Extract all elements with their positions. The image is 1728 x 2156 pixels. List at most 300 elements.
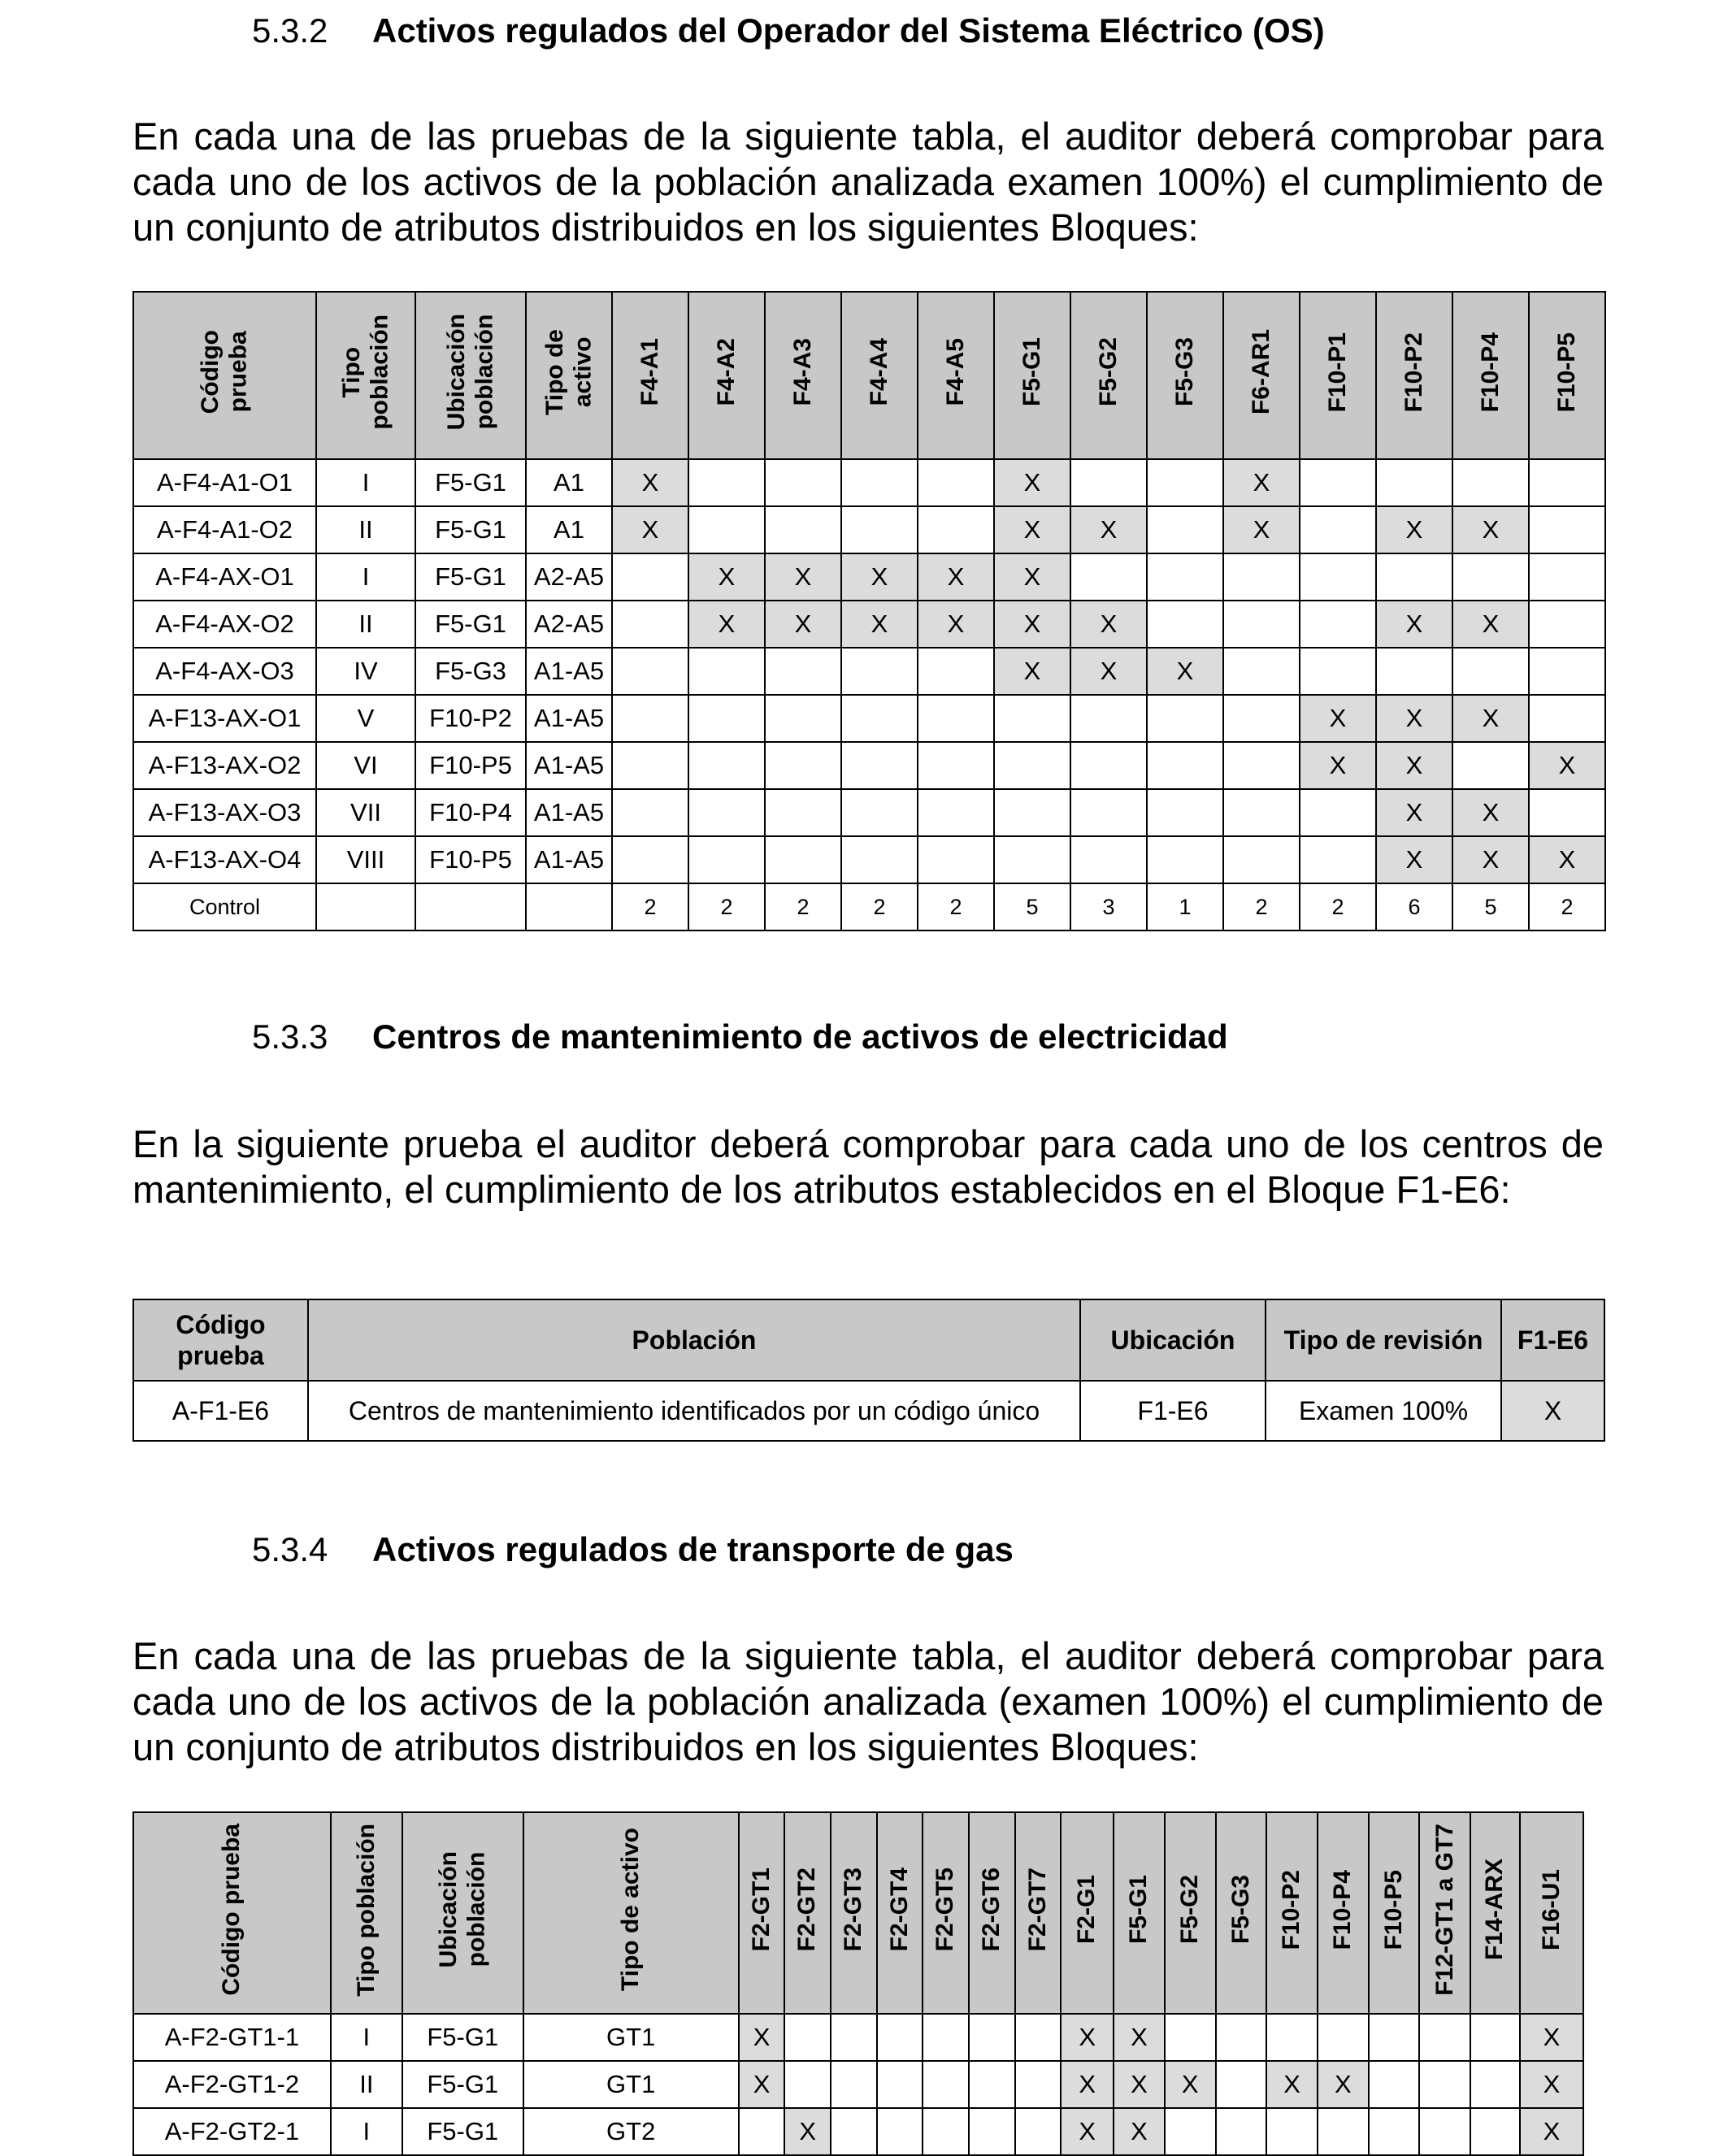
cell-text: X <box>1405 798 1423 826</box>
table-cell <box>316 695 415 742</box>
table-row <box>133 789 1605 836</box>
column-header-label: F14-ARX <box>1481 1859 1509 1961</box>
column-header <box>1369 1812 1420 2014</box>
check-cell <box>841 695 918 742</box>
table-cell: II <box>331 2061 402 2108</box>
check-cell <box>841 648 918 695</box>
column-header <box>969 1812 1015 2014</box>
cell-text: X <box>1482 845 1500 874</box>
check-cell <box>688 695 765 742</box>
cell-text <box>1530 466 1604 499</box>
cell-text <box>613 844 688 876</box>
cell-text <box>1377 655 1452 688</box>
table-row <box>133 836 1605 883</box>
cell-text <box>1224 796 1299 829</box>
column-header-label: F5-G3 <box>1170 337 1198 407</box>
column-header <box>1061 1812 1114 2014</box>
table-cell <box>415 836 526 883</box>
check-cell <box>1015 2014 1062 2061</box>
cell-text <box>1224 844 1299 876</box>
cell-text <box>1300 466 1375 499</box>
check-cell <box>1300 742 1376 789</box>
check-cell <box>1070 506 1147 553</box>
cell-text: A-F4-AX-O2 <box>155 609 294 638</box>
table-cell <box>526 789 612 836</box>
control-count: 2 <box>688 883 765 931</box>
table-cell <box>526 553 612 601</box>
cell-text: A1-A5 <box>533 798 605 826</box>
column-header: Tipo de revisión <box>1266 1299 1501 1381</box>
check-cell <box>1452 506 1529 553</box>
cell-text: A-F13-AX-O3 <box>148 798 302 826</box>
control-count <box>316 883 415 931</box>
table-cell: X <box>1501 1381 1604 1441</box>
column-header-label: F2-GT2 <box>793 1868 821 1952</box>
column-header <box>1452 292 1529 459</box>
table-cell <box>526 648 612 695</box>
test-code-cell <box>133 742 316 789</box>
cell-text: X <box>1558 751 1576 779</box>
column-header-label: F2-GT1 <box>747 1868 775 1952</box>
check-cell <box>1376 648 1452 695</box>
check-cell <box>1147 553 1223 601</box>
check-cell <box>994 789 1070 836</box>
cell-text: A1-A5 <box>533 845 605 874</box>
control-count: 5 <box>1452 883 1529 931</box>
column-header <box>1015 1812 1062 2014</box>
table-cell: GT1 <box>523 2061 739 2108</box>
column-header-label: F10-P4 <box>1476 332 1504 413</box>
column-header <box>765 292 841 459</box>
column-header: Ubicación <box>1080 1299 1266 1381</box>
check-cell: X <box>1114 2108 1165 2155</box>
table-cell: F5-G1 <box>402 2061 523 2108</box>
control-count: 3 <box>1070 883 1147 931</box>
cell-text <box>1530 702 1604 735</box>
check-cell: X <box>1318 2061 1369 2108</box>
check-cell <box>1266 2014 1318 2061</box>
table-cell <box>316 553 415 601</box>
cell-text <box>918 702 993 735</box>
check-cell <box>841 459 918 506</box>
cell-text <box>766 749 840 782</box>
test-code-cell <box>133 648 316 695</box>
check-cell <box>765 459 841 506</box>
check-cell <box>688 506 765 553</box>
check-cell <box>784 2061 831 2108</box>
control-label: Control <box>133 883 316 931</box>
cell-text <box>766 702 840 735</box>
cell-text: F10-P5 <box>429 845 512 874</box>
column-header <box>1376 292 1452 459</box>
column-header-label: F10-P5 <box>1379 1869 1407 1950</box>
cell-text <box>918 655 993 688</box>
cell-text: X <box>1329 751 1347 779</box>
check-cell <box>1529 742 1605 789</box>
control-count: 2 <box>1223 883 1300 931</box>
cell-text: F5-G3 <box>435 657 506 685</box>
check-cell: X <box>1165 2061 1216 2108</box>
cell-text <box>1300 796 1375 829</box>
cell-text <box>689 514 764 546</box>
check-cell <box>1300 459 1376 506</box>
column-header <box>1470 1812 1520 2014</box>
column-header-label: F2-GT5 <box>931 1868 959 1952</box>
check-cell: X <box>1520 2061 1583 2108</box>
check-cell <box>1266 2108 1318 2155</box>
cell-text: X <box>794 562 812 591</box>
check-cell <box>1376 742 1452 789</box>
column-header <box>612 292 688 459</box>
check-cell <box>918 789 994 836</box>
table-cell <box>415 742 526 789</box>
check-cell <box>1452 648 1529 695</box>
check-cell <box>688 648 765 695</box>
cell-text: X <box>718 562 736 591</box>
cell-text: F10-P5 <box>429 751 512 779</box>
column-header <box>1419 1812 1470 2014</box>
check-cell <box>1300 601 1376 648</box>
check-cell <box>1529 836 1605 883</box>
cell-text: VI <box>354 751 378 779</box>
cell-text <box>1453 749 1528 782</box>
cell-text <box>689 466 764 499</box>
cell-text <box>1453 655 1528 688</box>
column-header-label: F16-U1 <box>1537 1868 1565 1951</box>
control-count: 5 <box>994 883 1070 931</box>
cell-text: X <box>871 562 888 591</box>
column-header-label: F5-G1 <box>1125 1875 1153 1945</box>
column-header <box>739 1812 785 2014</box>
cell-text <box>1071 749 1146 782</box>
column-header-label: F10-P5 <box>1552 332 1580 413</box>
check-cell <box>877 2061 923 2108</box>
check-cell <box>841 553 918 601</box>
check-cell <box>831 2108 877 2155</box>
check-cell <box>994 459 1070 506</box>
table-cell: A-F1-E6 <box>133 1381 308 1441</box>
column-header-label: F10-P1 <box>1323 332 1351 413</box>
check-cell <box>612 789 688 836</box>
cell-text: A1-A5 <box>533 657 605 685</box>
cell-text: F5-G1 <box>435 468 506 497</box>
column-header-label: F2-GT3 <box>840 1868 867 1952</box>
column-header-label: F10-P4 <box>1329 1869 1357 1950</box>
check-cell <box>841 601 918 648</box>
check-cell <box>994 506 1070 553</box>
check-cell <box>1376 601 1452 648</box>
check-cell: X <box>1114 2061 1165 2108</box>
column-header: F1-E6 <box>1501 1299 1604 1381</box>
cell-text: VIII <box>346 845 385 874</box>
check-cell <box>1452 601 1529 648</box>
cell-text <box>766 466 840 499</box>
check-cell: X <box>784 2108 831 2155</box>
check-cell <box>1300 648 1376 695</box>
cell-text: I <box>362 468 370 497</box>
table-row <box>133 459 1605 506</box>
check-cell <box>1452 459 1529 506</box>
table-cell: GT1 <box>523 2014 739 2061</box>
cell-text <box>1148 844 1222 876</box>
column-header <box>923 1812 969 2014</box>
check-cell <box>1376 789 1452 836</box>
check-cell <box>1452 553 1529 601</box>
check-cell <box>1070 648 1147 695</box>
check-cell <box>918 648 994 695</box>
check-cell <box>688 553 765 601</box>
test-code-cell <box>133 789 316 836</box>
check-cell <box>1369 2108 1420 2155</box>
table-cell <box>415 601 526 648</box>
cell-text <box>1530 561 1604 593</box>
check-cell <box>612 506 688 553</box>
column-header-label: Ubicación población <box>442 314 497 431</box>
column-header <box>316 292 415 459</box>
cell-text <box>842 514 917 546</box>
column-header-label: F5-G2 <box>1175 1875 1203 1945</box>
cell-text: A-F4-A1-O1 <box>156 468 293 497</box>
table-cell: Centros de mantenimiento identificados por un código único <box>308 1381 1080 1441</box>
table-cell: I <box>331 2108 402 2155</box>
check-cell <box>969 2014 1015 2061</box>
column-header-label: Código prueba <box>197 330 252 414</box>
test-code-cell <box>133 601 316 648</box>
column-header-label: F2-GT6 <box>978 1868 1005 1952</box>
table-cell: F1-E6 <box>1080 1381 1266 1441</box>
check-cell <box>1223 836 1300 883</box>
check-cell <box>1369 2061 1420 2108</box>
table-cell: I <box>331 2014 402 2061</box>
check-cell <box>1300 836 1376 883</box>
cell-text <box>1530 655 1604 688</box>
check-cell <box>1452 742 1529 789</box>
cell-text <box>1071 796 1146 829</box>
table-row <box>133 695 1605 742</box>
cell-text <box>1377 561 1452 593</box>
column-header <box>1114 1812 1165 2014</box>
section-number: 5.3.3 <box>252 1017 328 1056</box>
check-cell <box>831 2014 877 2061</box>
column-header <box>331 1812 402 2014</box>
cell-text <box>842 702 917 735</box>
table-cell <box>415 695 526 742</box>
cell-text: X <box>1405 845 1423 874</box>
cell-text: A-F4-AX-O1 <box>155 562 294 591</box>
column-header <box>1070 292 1147 459</box>
check-cell <box>994 553 1070 601</box>
check-cell <box>1223 789 1300 836</box>
cell-text <box>689 796 764 829</box>
column-header <box>1520 1812 1583 2014</box>
table-cell <box>316 836 415 883</box>
table-row <box>133 2061 1583 2108</box>
column-header-label: F2-GT4 <box>885 1868 913 1952</box>
check-cell <box>612 459 688 506</box>
column-header <box>523 1812 739 2014</box>
check-cell <box>1147 789 1223 836</box>
table-cell <box>526 459 612 506</box>
table-row <box>133 601 1605 648</box>
check-cell <box>612 648 688 695</box>
check-cell <box>1470 2108 1520 2155</box>
check-cell <box>1223 459 1300 506</box>
table-cell <box>415 506 526 553</box>
cell-text: X <box>1023 515 1041 544</box>
cell-text <box>613 608 688 640</box>
column-header <box>1216 1812 1267 2014</box>
check-cell <box>1223 601 1300 648</box>
check-cell <box>923 2108 969 2155</box>
cell-text: A-F13-AX-O2 <box>148 751 302 779</box>
check-cell <box>1300 553 1376 601</box>
section-title: Centros de mantenimiento de activos de electricidad <box>372 1017 1228 1056</box>
cell-text: X <box>1482 798 1500 826</box>
cell-text <box>1071 702 1146 735</box>
cell-text <box>1453 561 1528 593</box>
check-cell <box>1419 2014 1470 2061</box>
check-cell <box>1070 742 1147 789</box>
cell-text <box>842 466 917 499</box>
check-cell <box>1300 506 1376 553</box>
table-cell <box>526 742 612 789</box>
cell-text <box>766 796 840 829</box>
cell-text <box>613 702 688 735</box>
check-cell <box>1300 789 1376 836</box>
column-header-label: F4-A4 <box>865 338 892 406</box>
column-header <box>1529 292 1605 459</box>
table-row <box>133 2014 1583 2061</box>
cell-text: F5-G1 <box>435 562 506 591</box>
cell-text <box>995 844 1070 876</box>
cell-text <box>1148 514 1222 546</box>
check-cell <box>994 742 1070 789</box>
check-cell <box>1147 648 1223 695</box>
control-count: 6 <box>1376 883 1452 931</box>
table-cell <box>526 601 612 648</box>
check-cell <box>765 553 841 601</box>
column-header-label: F12-GT1 a GT7 <box>1431 1824 1458 1996</box>
cell-text: F10-P4 <box>429 798 512 826</box>
cell-text: A1-A5 <box>533 751 605 779</box>
table-os-assets <box>132 291 1606 931</box>
check-cell <box>918 506 994 553</box>
table-cell: F5-G1 <box>402 2014 523 2061</box>
check-cell <box>1223 553 1300 601</box>
check-cell <box>688 601 765 648</box>
cell-text <box>1224 749 1299 782</box>
test-code-cell <box>133 506 316 553</box>
cell-text: X <box>947 609 965 638</box>
cell-text <box>1148 561 1222 593</box>
section-heading-5-3-4 <box>252 1530 1014 1569</box>
check-cell <box>994 648 1070 695</box>
cell-text: X <box>1329 704 1347 732</box>
cell-text: X <box>947 562 965 591</box>
table-cell <box>316 789 415 836</box>
control-count: 1 <box>1147 883 1223 931</box>
check-cell <box>765 601 841 648</box>
check-cell <box>1419 2061 1470 2108</box>
cell-text <box>918 466 993 499</box>
cell-text <box>1224 608 1299 640</box>
column-header-label: F4-A1 <box>636 338 663 406</box>
check-cell <box>918 601 994 648</box>
column-header-label: F4-A3 <box>788 338 816 406</box>
cell-text <box>689 844 764 876</box>
cell-text <box>1148 466 1222 499</box>
cell-text <box>995 749 1070 782</box>
check-cell <box>1452 695 1529 742</box>
section-heading-5-3-3 <box>252 1017 1228 1056</box>
cell-text <box>842 749 917 782</box>
column-header <box>415 292 526 459</box>
table-cell <box>316 648 415 695</box>
cell-text <box>1071 466 1146 499</box>
column-header-label: F5-G1 <box>1018 337 1045 407</box>
cell-text <box>1148 702 1222 735</box>
cell-text <box>1224 561 1299 593</box>
cell-text: X <box>1023 609 1041 638</box>
check-cell <box>612 742 688 789</box>
table-cell <box>526 506 612 553</box>
check-cell <box>918 695 994 742</box>
check-cell: X <box>1520 2108 1583 2155</box>
table-row <box>133 742 1605 789</box>
check-cell <box>765 742 841 789</box>
check-cell <box>739 2108 785 2155</box>
check-cell <box>1147 601 1223 648</box>
column-header-label: F6-AR1 <box>1247 329 1274 415</box>
column-header <box>526 292 612 459</box>
check-cell <box>841 836 918 883</box>
check-cell <box>1529 648 1605 695</box>
cell-text: F5-G1 <box>435 609 506 638</box>
check-cell <box>923 2061 969 2108</box>
check-cell <box>765 789 841 836</box>
cell-text <box>613 561 688 593</box>
cell-text: F5-G1 <box>435 515 506 544</box>
table-row <box>133 648 1605 695</box>
check-cell: X <box>739 2014 785 2061</box>
column-header <box>918 292 994 459</box>
check-cell <box>1147 695 1223 742</box>
cell-text: X <box>1023 657 1041 685</box>
column-header <box>402 1812 523 2014</box>
check-cell <box>918 553 994 601</box>
cell-text: A2-A5 <box>533 609 605 638</box>
check-cell <box>1529 601 1605 648</box>
cell-text <box>689 749 764 782</box>
check-cell <box>1376 836 1452 883</box>
check-cell <box>1070 601 1147 648</box>
cell-text <box>1224 655 1299 688</box>
cell-text <box>613 796 688 829</box>
cell-text <box>1300 608 1375 640</box>
section-title: Activos regulados de transporte de gas <box>372 1530 1014 1568</box>
check-cell <box>841 506 918 553</box>
cell-text <box>1148 749 1222 782</box>
column-header <box>1147 292 1223 459</box>
control-row <box>133 883 1605 931</box>
column-header-label: F4-A2 <box>712 338 740 406</box>
table-cell <box>316 601 415 648</box>
section-paragraph-5-3-4: En cada una de las pruebas de la siguiente tabla, el auditor deberá comprobar para cada uno de los activos de la población analizada (examen 100%) el cumplimiento de un conjunto de atributos distribuidos en los siguientes Bloques: <box>132 1634 1604 1768</box>
table-cell <box>526 695 612 742</box>
cell-text: II <box>358 609 373 638</box>
check-cell <box>1015 2061 1062 2108</box>
column-header <box>133 1812 331 2014</box>
